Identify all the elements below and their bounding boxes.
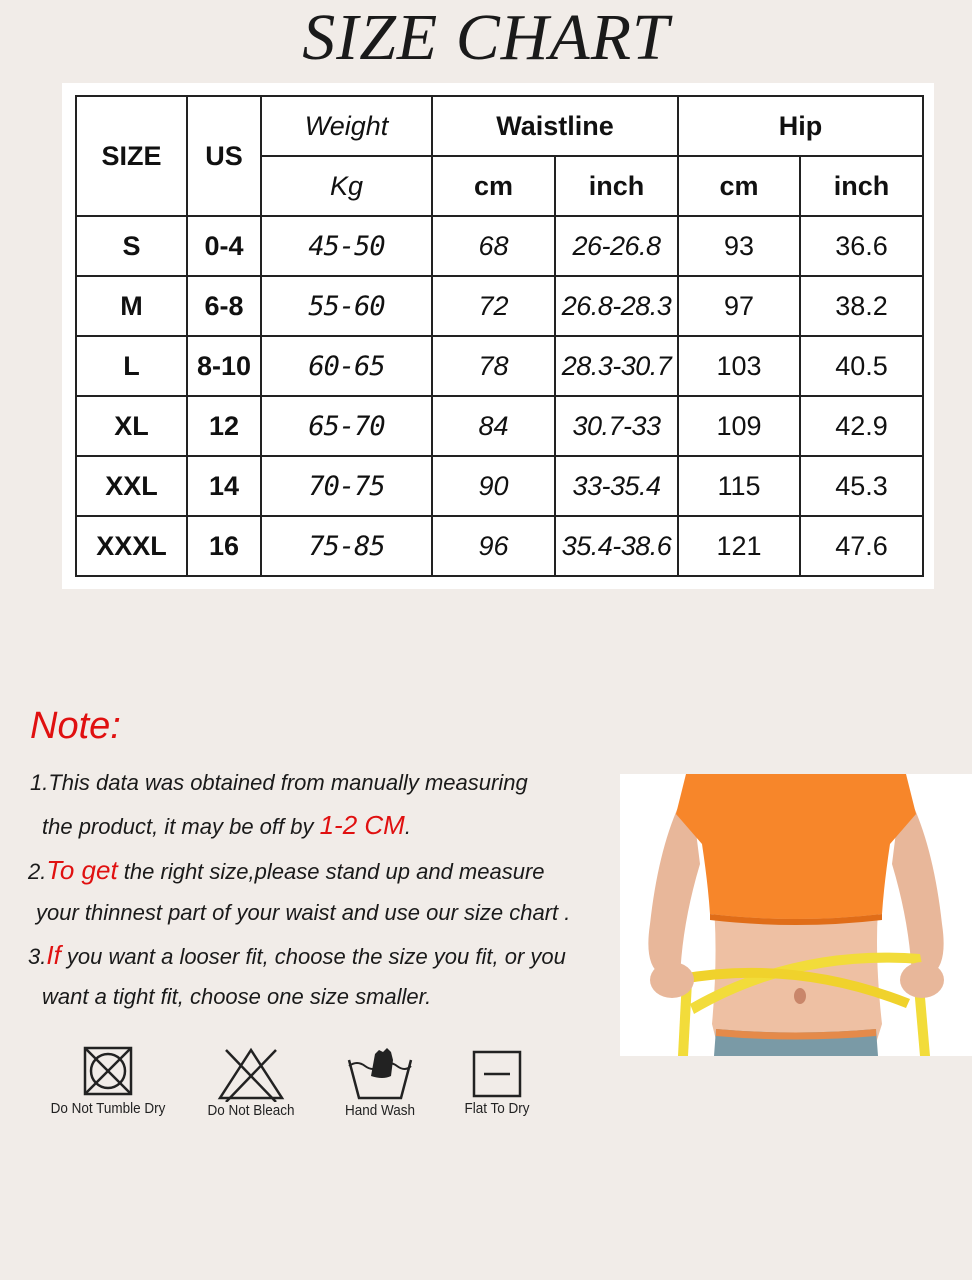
waist-measuring-illustration: [620, 774, 972, 1056]
cell-weight: 75-85: [261, 516, 432, 576]
header-weight: Weight: [261, 96, 432, 156]
cell-waist-inch: 26.8-28.3: [555, 276, 678, 336]
note-text: the product, it may be off by: [42, 814, 320, 839]
table-header-row: [76, 96, 923, 156]
care-item-bleach: [196, 1046, 306, 1119]
note-line-2a: [28, 855, 545, 886]
cell-weight: 60-65: [261, 336, 432, 396]
header-size: SIZE: [76, 96, 187, 216]
cell-us: 8-10: [187, 336, 261, 396]
care-label: Do Not Tumble Dry: [50, 1100, 166, 1117]
note-line-1b: [42, 810, 411, 841]
care-item-flat-dry: [452, 1046, 542, 1117]
flat-to-dry-icon: [470, 1046, 524, 1100]
note-highlight: To get: [46, 855, 118, 885]
header-hip-inch: inch: [800, 156, 923, 216]
cell-weight: 65-70: [261, 396, 432, 456]
care-label: Do Not Bleach: [207, 1102, 295, 1119]
cell-hip-inch: 36.6: [800, 216, 923, 276]
cell-size: L: [76, 336, 187, 396]
cell-hip-inch: 40.5: [800, 336, 923, 396]
cell-hip-inch: 38.2: [800, 276, 923, 336]
cell-us: 16: [187, 516, 261, 576]
table-row: [76, 276, 923, 336]
note-text: 1.This data was obtained from manually measuring: [30, 770, 528, 795]
note-line-3b: [42, 984, 431, 1010]
cell-hip-cm: 109: [678, 396, 800, 456]
cell-size: M: [76, 276, 187, 336]
note-highlight: If: [46, 940, 61, 970]
cell-size: XXL: [76, 456, 187, 516]
note-text: the right size,please stand up and measure: [117, 859, 545, 884]
care-label: Flat To Dry: [464, 1100, 530, 1117]
note-line-3a: [28, 940, 566, 971]
header-waist-inch: inch: [555, 156, 678, 216]
cell-waist-cm: 90: [432, 456, 555, 516]
cell-waist-inch: 28.3-30.7: [555, 336, 678, 396]
cell-waist-inch: 26-26.8: [555, 216, 678, 276]
cell-size: XL: [76, 396, 187, 456]
cell-waist-cm: 72: [432, 276, 555, 336]
cell-us: 12: [187, 396, 261, 456]
note-title: Note:: [30, 705, 121, 747]
care-item-hand-wash: [330, 1046, 430, 1119]
cell-waist-inch: 33-35.4: [555, 456, 678, 516]
header-hip-cm: cm: [678, 156, 800, 216]
header-hip: Hip: [678, 96, 923, 156]
note-highlight: 1-2 CM: [319, 810, 405, 840]
cell-weight: 70-75: [261, 456, 432, 516]
cell-waist-cm: 78: [432, 336, 555, 396]
header-waistline: Waistline: [432, 96, 678, 156]
header-waist-cm: cm: [432, 156, 555, 216]
note-text: your thinnest part of your waist and use our size chart .: [36, 900, 571, 925]
table-row: [76, 396, 923, 456]
cell-hip-cm: 121: [678, 516, 800, 576]
do-not-bleach-icon: [216, 1046, 286, 1102]
cell-waist-cm: 68: [432, 216, 555, 276]
page-title: SIZE CHART: [302, 1, 670, 74]
cell-size: S: [76, 216, 187, 276]
cell-us: 6-8: [187, 276, 261, 336]
size-chart-panel: [62, 83, 934, 589]
cell-weight: 55-60: [261, 276, 432, 336]
cell-hip-cm: 103: [678, 336, 800, 396]
table-row: [76, 456, 923, 516]
hand-wash-icon: [345, 1046, 415, 1102]
cell-hip-cm: 115: [678, 456, 800, 516]
table-row: [76, 216, 923, 276]
header-weight-unit: Kg: [261, 156, 432, 216]
cell-hip-inch: 42.9: [800, 396, 923, 456]
cell-us: 14: [187, 456, 261, 516]
note-text: want a tight fit, choose one size smaller.: [42, 984, 432, 1009]
note-number: 2.: [28, 859, 47, 884]
note-text: you want a looser fit, choose the size you fit, or you: [60, 944, 566, 969]
cell-hip-cm: 97: [678, 276, 800, 336]
care-label: Hand Wash: [344, 1102, 416, 1119]
cell-weight: 45-50: [261, 216, 432, 276]
do-not-tumble-dry-icon: [83, 1046, 133, 1096]
cell-waist-cm: 96: [432, 516, 555, 576]
cell-hip-cm: 93: [678, 216, 800, 276]
cell-waist-inch: 30.7-33: [555, 396, 678, 456]
cell-us: 0-4: [187, 216, 261, 276]
care-item-tumble-dry: [40, 1046, 176, 1117]
cell-size: XXXL: [76, 516, 187, 576]
size-chart-table: [75, 95, 924, 577]
cell-waist-inch: 35.4-38.6: [555, 516, 678, 576]
note-text: .: [404, 814, 411, 839]
cell-waist-cm: 84: [432, 396, 555, 456]
note-number: 3.: [28, 944, 47, 969]
cell-hip-inch: 45.3: [800, 456, 923, 516]
note-line-1a: [30, 770, 528, 796]
header-us: US: [187, 96, 261, 216]
table-row: [76, 516, 923, 576]
note-line-2b: [36, 900, 570, 926]
waist-measuring-photo: [620, 774, 972, 1056]
cell-hip-inch: 47.6: [800, 516, 923, 576]
table-row: [76, 336, 923, 396]
